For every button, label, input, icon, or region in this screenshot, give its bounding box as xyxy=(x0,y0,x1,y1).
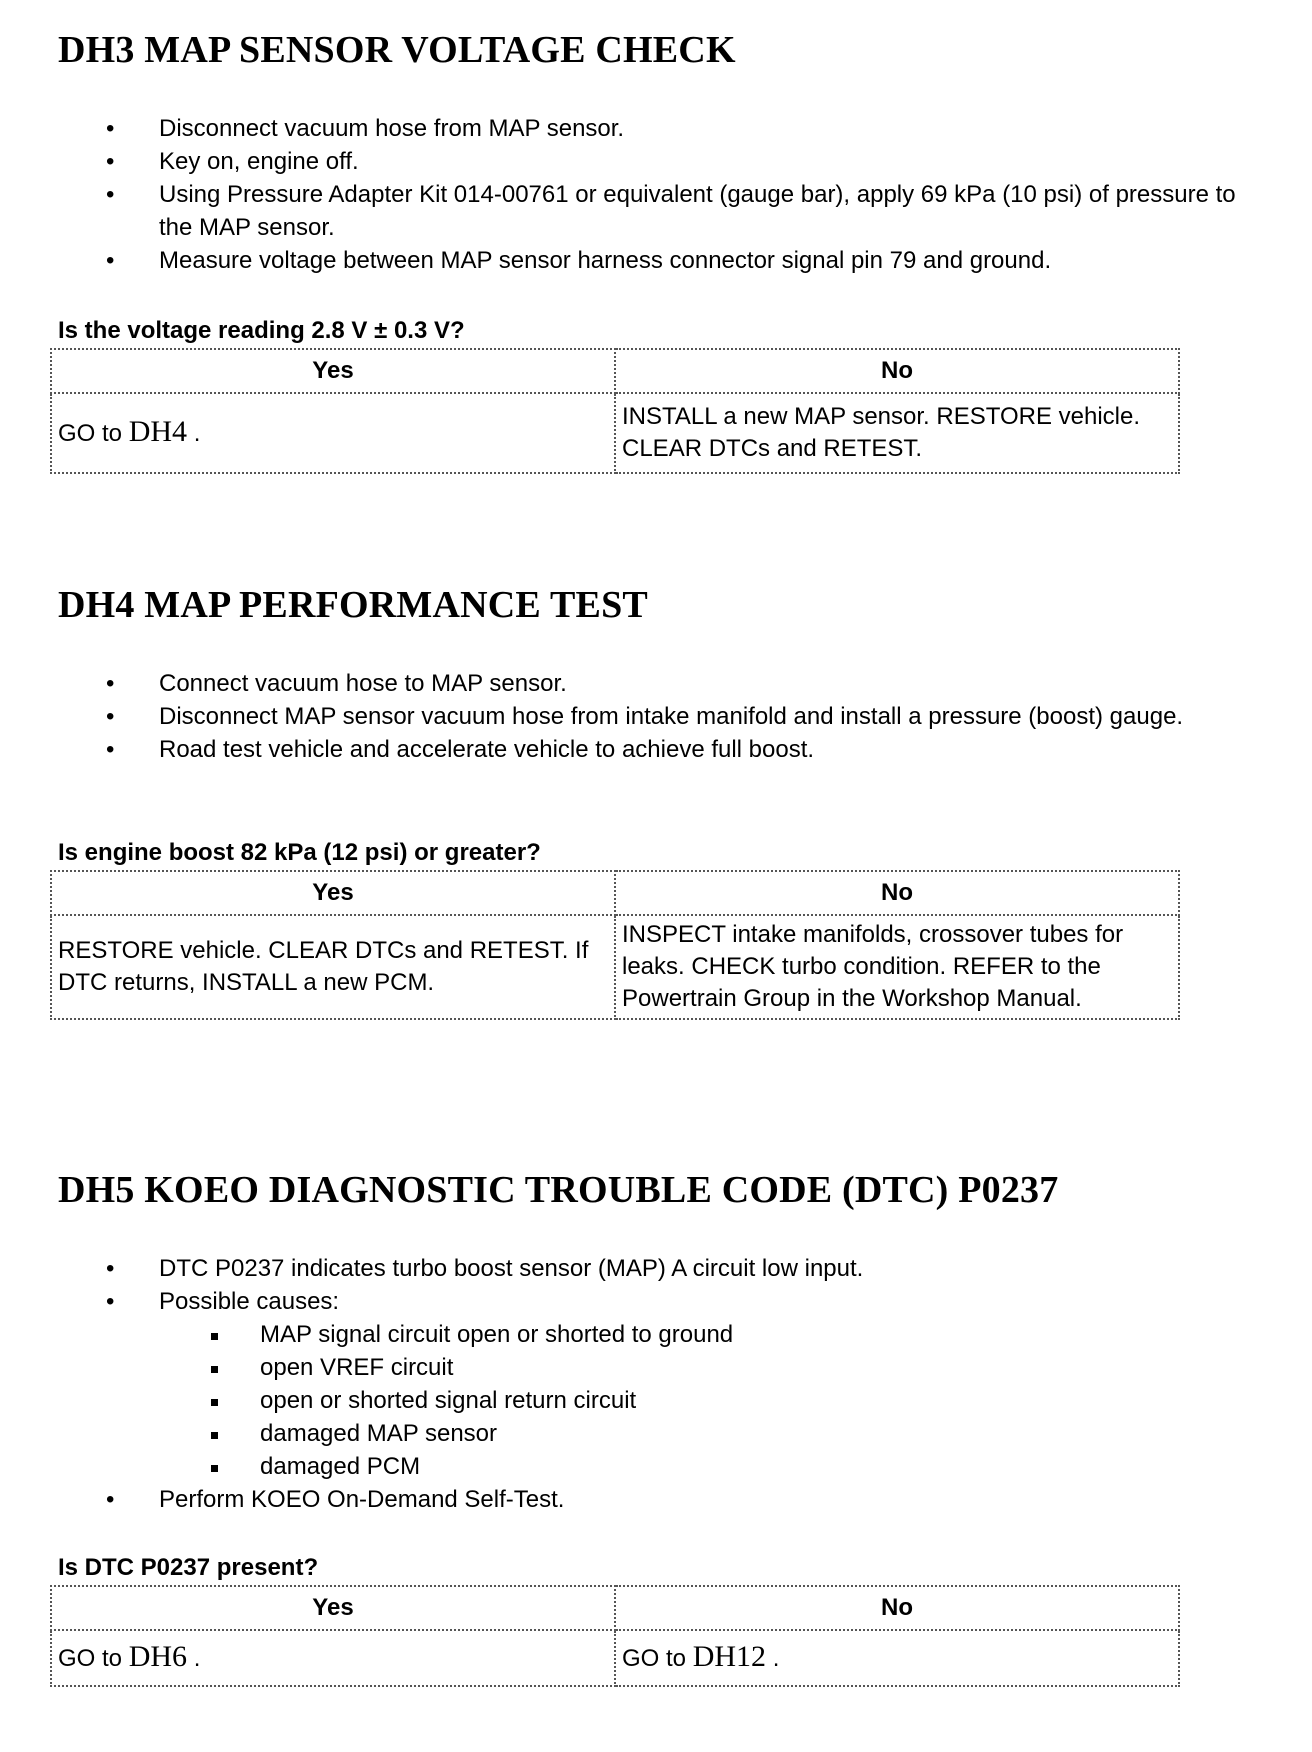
no-cell xyxy=(615,1630,1179,1686)
yes-cell xyxy=(51,1630,615,1686)
table-header-row xyxy=(51,349,1179,393)
step-item: • Road test vehicle and accelerate vehicle to achieve full boost. xyxy=(58,733,1273,766)
go-to-suffix: . xyxy=(187,1645,201,1672)
go-to-prefix: GO to xyxy=(58,420,129,447)
yes-cell xyxy=(51,393,615,473)
no-cell: INSTALL a new MAP sensor. RESTORE vehicle. CLEAR DTCs and RETEST. xyxy=(615,393,1179,473)
section-dh5 xyxy=(58,1168,1258,1673)
go-to-prefix: GO to xyxy=(58,1645,129,1672)
section-dh3 xyxy=(58,28,1258,462)
yes-no-table xyxy=(50,870,1180,1020)
step-list xyxy=(58,112,1273,277)
step-item xyxy=(58,1285,1273,1483)
go-to-prefix: GO to xyxy=(622,1645,693,1672)
section-title: DH3 MAP SENSOR VOLTAGE CHECK xyxy=(58,29,736,71)
step-item-label: Possible causes: xyxy=(159,1288,340,1315)
yes-header: Yes xyxy=(51,871,615,915)
no-header: No xyxy=(615,349,1179,393)
table-header-row xyxy=(51,871,1179,915)
section-title: DH4 MAP PERFORMANCE TEST xyxy=(58,584,648,626)
step-list xyxy=(58,1252,1273,1516)
table-row xyxy=(51,393,1179,473)
table-row xyxy=(51,915,1179,1019)
step-list xyxy=(58,667,1273,766)
yes-no-table xyxy=(50,1585,1180,1687)
question-text: Is DTC P0237 present? xyxy=(58,1554,319,1581)
go-to-suffix: . xyxy=(187,420,201,447)
cause-item: damaged PCM xyxy=(159,1450,1273,1483)
cause-item: MAP signal circuit open or shorted to ground xyxy=(159,1318,1273,1351)
step-item: • Perform KOEO On-Demand Self-Test. xyxy=(58,1483,1273,1516)
section-dh4 xyxy=(58,583,1258,1012)
cause-item: open or shorted signal return circuit xyxy=(159,1384,1273,1417)
question-text: Is the voltage reading 2.8 V ± 0.3 V? xyxy=(58,317,465,344)
section-title: DH5 KOEO DIAGNOSTIC TROUBLE CODE (DTC) P0237 xyxy=(58,1169,1059,1211)
cause-item: damaged MAP sensor xyxy=(159,1417,1273,1450)
step-item: • Disconnect MAP sensor vacuum hose from intake manifold and install a pressure (boost) gauge. xyxy=(58,700,1273,733)
go-to-suffix: . xyxy=(766,1645,780,1672)
table-row xyxy=(51,1630,1179,1686)
step-item: • Measure voltage between MAP sensor harness connector signal pin 79 and ground. xyxy=(58,244,1273,277)
step-item: • Connect vacuum hose to MAP sensor. xyxy=(58,667,1273,700)
step-item: • Disconnect vacuum hose from MAP sensor. xyxy=(58,112,1273,145)
cause-list xyxy=(159,1318,1273,1483)
step-item: • Key on, engine off. xyxy=(58,145,1273,178)
no-header: No xyxy=(615,1586,1179,1630)
step-item: • DTC P0237 indicates turbo boost sensor (MAP) A circuit low input. xyxy=(58,1252,1273,1285)
yes-cell: RESTORE vehicle. CLEAR DTCs and RETEST. If DTC returns, INSTALL a new PCM. xyxy=(51,915,615,1019)
question-text: Is engine boost 82 kPa (12 psi) or greater? xyxy=(58,839,541,866)
cause-item: open VREF circuit xyxy=(159,1351,1273,1384)
yes-header: Yes xyxy=(51,349,615,393)
yes-header: Yes xyxy=(51,1586,615,1630)
yes-no-table xyxy=(50,348,1180,474)
go-to-link[interactable]: DH6 xyxy=(128,1640,188,1673)
no-cell: INSPECT intake manifolds, crossover tubes for leaks. CHECK turbo condition. REFER to the Powertrain Group in the Workshop Manual. xyxy=(615,915,1179,1019)
go-to-link[interactable]: DH4 xyxy=(128,415,188,448)
step-item: • Using Pressure Adapter Kit 014-00761 or equivalent (gauge bar), apply 69 kPa (10 psi) of pressure to the MAP sensor. xyxy=(58,178,1273,244)
no-header: No xyxy=(615,871,1179,915)
go-to-link[interactable]: DH12 xyxy=(692,1640,767,1673)
table-header-row xyxy=(51,1586,1179,1630)
